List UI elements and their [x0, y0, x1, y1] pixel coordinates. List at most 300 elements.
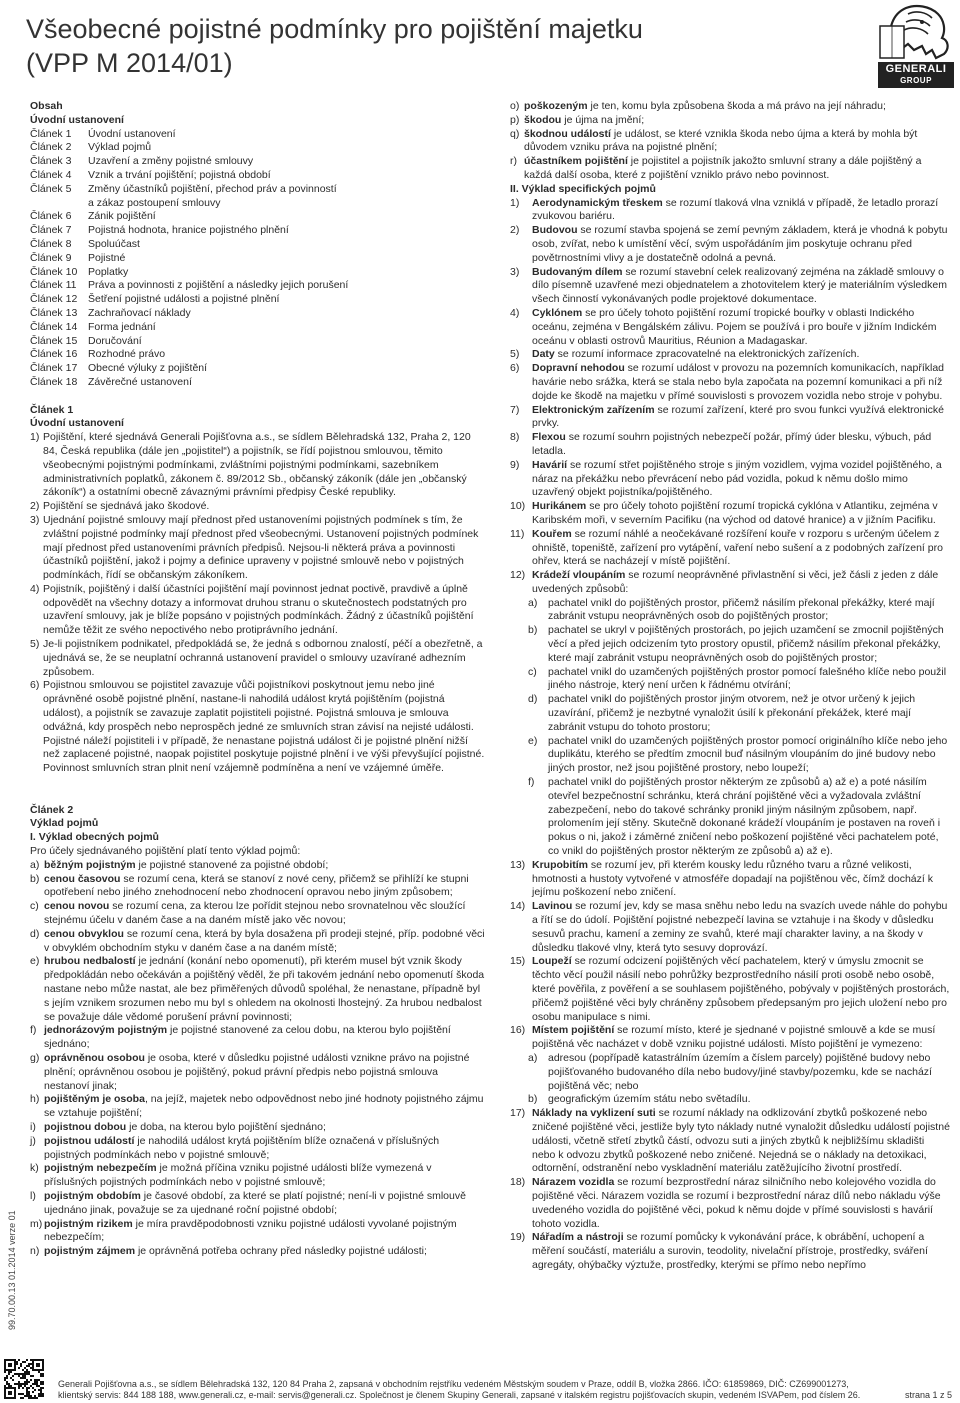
toc-row — [30, 252, 485, 266]
definition-item — [510, 155, 950, 183]
definition-text — [532, 569, 950, 597]
paragraph-text: Pojištění se sjednává jako škodové. — [43, 500, 210, 513]
definition-term: Havárií — [532, 458, 568, 471]
definition-term: Nářadím a nástroji — [532, 1231, 624, 1244]
definition-body: se rozumí informace zpracovatelné na elektronických zařízeních. — [554, 348, 860, 361]
definition-term: hrubou nedbalostí — [44, 955, 136, 968]
article-2-subheading: Výklad pojmů — [30, 817, 99, 830]
subitem-text: pachatel se ukryl v pojištěných prostorách, po jejich uzamčení se zmocnil pojištěných věcí a před jejich odcizením tyto prostory opustil, přičemž násilím překonal překážky, které mají zabránit vstupu neoprávněných osob do pojištěných prostor; — [548, 624, 944, 664]
toc-number: Článek 18 — [30, 375, 78, 388]
definition-item — [510, 100, 950, 114]
definition-letter: l) — [30, 1189, 36, 1202]
definition-text — [532, 859, 950, 900]
title-line-2: (VPP M 2014/01) — [26, 48, 233, 78]
article-1-paragraph — [30, 431, 485, 500]
definition-text — [44, 1121, 485, 1135]
definition-body: se rozumí stavba spojená se zemí pevným základem, která je vhodná k pobytu osob, zvířat, nebo k umístění věcí, svým uspořádáním jim poskytuje ochranu před povětrnostními vlivy a je dostatečně odolná a pevná. — [532, 224, 948, 264]
toc-number: Článek 5 — [30, 182, 72, 195]
definition-number: 15) — [510, 955, 526, 968]
definition-item — [510, 955, 950, 1024]
definition-term: účastníkem pojištění — [524, 155, 628, 168]
definition-body: se pro účely tohoto pojištění rozumí tropická cyklóna v Atlantiku, zejména v Karibském moři, v severním Pacifiku (na východ od datové hranice) a v jižním Pacifiku. — [532, 500, 938, 526]
definition-letter: j) — [30, 1134, 36, 1147]
subitem-letter: a) — [528, 1051, 538, 1064]
toc-title: Pojistné — [88, 251, 126, 264]
definition-term: pojištěným je osoba — [44, 1093, 145, 1106]
definition-text — [532, 362, 950, 403]
definition-body: je pojistné stanovené za pojistné období; — [135, 858, 329, 871]
definition-item — [510, 348, 950, 362]
definition-body: se pro účely tohoto pojištění rozumí tropické bouřky v oblasti Indického oceánu, zejména v Bengálském zálivu. Pojem se používá i pro bouře v jižním Indickém oceánu v oblasti ostrovů Mauritius, Réunion a Madagaskar. — [532, 306, 937, 347]
definition-text — [524, 100, 950, 114]
definition-letter: k) — [30, 1162, 39, 1175]
definition-body: je doba, na kterou bylo pojištění sjednáno; — [126, 1120, 326, 1133]
article-1-heading: Článek 1 — [30, 403, 74, 416]
paragraph-number: 3) — [30, 513, 40, 526]
definition-item — [510, 266, 950, 307]
place-subitem — [510, 1052, 950, 1093]
definition-term: Náklady na vyklizení suti — [532, 1107, 656, 1120]
toc-title: Rozhodné právo — [88, 348, 166, 361]
definition-text — [44, 1190, 485, 1218]
spacer — [30, 790, 485, 804]
toc-row — [30, 210, 485, 224]
toc-title: Spoluúčast — [88, 237, 140, 250]
toc-number: Článek 2 — [30, 141, 72, 154]
toc-row — [30, 307, 485, 321]
definition-term: cenou obvyklou — [44, 927, 124, 940]
toc-number: Článek 15 — [30, 334, 78, 347]
paragraph-text: Pojistník, pojištěný i další účastníci pojištění mají povinnost jednat poctivě, pravdivě a úplně odpovědět na všechny dotazy a informovat druhou stranu o skutečnostech podstatných pro uzavření smlouvy, jak je blíže popsáno v pojistných podmínkách. Žádný z účastníků pojištění nemůže těžit ze svého nepoctivého nebo protiprávního jednání. — [43, 582, 474, 637]
definition-text — [532, 900, 950, 955]
definition-body: se rozumí souhrn pojistných nebezpečí požár, přímý úder blesku, výbuch, pád letadla. — [532, 431, 932, 457]
toc-number: Článek 4 — [30, 168, 72, 181]
lion-icon — [878, 0, 954, 62]
subitem-letter: b) — [528, 624, 538, 637]
definition-letter: m) — [30, 1217, 43, 1230]
title-line-1: Všeobecné pojistné podmínky pro pojištění majetku — [26, 14, 643, 44]
definition-body: se rozumí zařízení, které pro svou funkci využívá elektronické prvky. — [532, 403, 945, 430]
definition-item — [30, 1218, 485, 1246]
definition-text — [532, 528, 950, 569]
definition-body: je ten, komu byla způsobena škoda a má právo na její náhradu; — [587, 100, 886, 112]
theft-subitem — [510, 693, 950, 734]
general-terms-intro: Pro účely sjednávaného pojištění platí tento výklad pojmů: — [30, 845, 301, 858]
definition-text — [532, 1231, 950, 1272]
definition-body: je oprávněná potřeba ochrany před následky pojistné události; — [135, 1245, 427, 1258]
toc-number: Článek 3 — [30, 155, 72, 168]
toc-row — [30, 335, 485, 349]
definition-body: se rozumí střet pojištěného stroje s jiným vozidlem, vyjma vozidel pojištěného, a náraz na překážku nebo převrácení nebo pád vozidla, pokud k němu došlo mimo uzavřený objekt pojistníka/pojištěného. — [532, 458, 942, 499]
subitem-text: pachatel vnikl do pojištěných prostor, přičemž násilím překonal překážky, které mají zabránit vstupu neoprávněných osob do pojištěných prostor; — [548, 596, 935, 623]
definition-term: Nárazem vozidla — [532, 1176, 615, 1189]
definition-body: je pojistitel a pojistník jakožto smluvní strany a dále pojištěný a každá další osoba, které z pojištění vzniklo právo nebo povinnost. — [524, 155, 922, 181]
toc-intro: Úvodní ustanovení — [30, 113, 124, 126]
definition-text — [44, 1218, 485, 1246]
toc-title: Pojistná hodnota, hranice pojistného plnění — [88, 224, 289, 237]
definition-item — [510, 431, 950, 459]
theft-subitem — [510, 597, 950, 625]
definition-body: se rozumí událost v provozu na pozemních komunikacích, například havárie nebo srážka, která se stala nebo byla započata na pozemní komunikaci a při níž dojde ke škodě na majetku v přímé souvislosti s provozem vozidla nebo stroje v pohybu. — [532, 362, 944, 402]
toc-title: Závěrečné ustanovení — [88, 375, 192, 388]
definition-body: je osoba, které v důsledku pojistné události vznikne právo na pojistné plnění; oprávněnou osobou je pojištěný, pokud právní předpis nebo pojistná smlouva nestanoví jinak; — [44, 1051, 470, 1092]
definition-text — [44, 900, 485, 928]
definition-number: 1) — [510, 196, 520, 209]
toc-row — [30, 348, 485, 362]
definition-body: je jednání (konání nebo opomenutí), při kterém musel být vznik škody předpokládán nebo očekáván a pojištěný věděl, že při takovém jednání nebo opomenutí škoda nastane nebo může nastat, ale bez přiměřených důvodů spoléhal, že nenastane, případně byl s jejím vznikem srozumen nebo mu byl s ohledem na okolnosti lhostejný. Za hrubou nedbalost se považuje dále vědomé porušení právní povinnosti; — [44, 955, 485, 1023]
definition-text — [532, 197, 950, 225]
toc-number: Článek 16 — [30, 348, 78, 361]
definition-letter: d) — [30, 927, 40, 940]
definition-text — [524, 155, 950, 183]
definition-letter: n) — [30, 1245, 40, 1258]
toc-row — [30, 141, 485, 155]
toc-title: Uzavření a změny pojistné smlouvy — [88, 155, 254, 168]
general-terms-heading: I. Výklad obecných pojmů — [30, 831, 159, 844]
definition-number: 16) — [510, 1024, 526, 1037]
definition-term: Lavinou — [532, 900, 573, 913]
definition-number: 12) — [510, 569, 526, 582]
article-1-paragraph — [30, 514, 485, 583]
definition-term: Elektronickým zařízením — [532, 403, 655, 416]
definition-item — [30, 928, 485, 956]
definition-text — [532, 1024, 950, 1052]
definition-text — [532, 431, 950, 459]
definition-number: 9) — [510, 458, 520, 471]
definition-term: Daty — [532, 348, 555, 361]
toc-title: Práva a povinnosti z pojištění a následky jejich porušení — [88, 279, 349, 292]
definition-text — [44, 859, 485, 873]
definition-term: Cyklónem — [532, 306, 583, 319]
definition-number: p) — [510, 113, 520, 126]
definition-item — [30, 873, 485, 901]
definition-item — [30, 1024, 485, 1052]
article-1-paragraph — [30, 638, 485, 679]
definition-number: 8) — [510, 431, 520, 444]
definition-text — [44, 955, 485, 1024]
definition-item — [30, 1052, 485, 1093]
definition-item — [30, 1093, 485, 1121]
definition-term: běžným pojistným — [44, 858, 136, 871]
document-code: 99.70.00.13 01.2014 verze 01 — [7, 1210, 17, 1330]
definition-number: r) — [510, 155, 517, 168]
definition-number: 19) — [510, 1231, 526, 1244]
definition-number: 3) — [510, 265, 520, 278]
definition-number: 17) — [510, 1107, 526, 1120]
paragraph-number: 1) — [30, 431, 40, 444]
toc-title: Změny účastníků pojištění, přechod práv a povinností — [88, 182, 337, 195]
definition-body: je míra pravděpodobnosti vzniku pojistné události vyvolané pojistným nebezpečím; — [44, 1217, 457, 1244]
footer-line-1: Generali Pojišťovna a.s., se sídlem Bělehradská 132, 120 84 Praha 2, zapsaná v obchodním rejstříku vedeném Městským soudem v Praze, oddíl B, vložka 2866. IČO: 61859869, DIČ: CZ699001273, — [58, 1379, 849, 1389]
toc-title: Forma jednání — [88, 320, 156, 333]
definition-item — [510, 362, 950, 403]
definition-term: pojistnou dobou — [44, 1120, 127, 1133]
definition-body: se rozumí jev, kdy se masa sněhu nebo ledu na svazích uvede náhle do pohybu a řítí se do údolí. Pojištění pojistné nebezpečí lavina se vztahuje i na škody v důsledku sesuvů prachu, kamení a zeminy ze svahů, které mají charakter laviny, a na škody v důsledku tlakové vlny, která tyto sesuvy doprovází. — [532, 900, 948, 954]
definition-term: Krádeží vloupáním — [532, 569, 626, 582]
definition-number: 18) — [510, 1176, 526, 1189]
definition-item — [30, 1135, 485, 1163]
toc-number: Článek 12 — [30, 293, 78, 306]
toc-number: Článek 9 — [30, 251, 72, 264]
definition-body: je újma na jmění; — [561, 113, 645, 126]
subitem-letter: e) — [528, 734, 538, 747]
toc-row — [30, 169, 485, 183]
toc-title: Šetření pojistné události a pojistné plnění — [88, 293, 280, 306]
definition-number: 11) — [510, 527, 525, 540]
definition-term: Dopravní nehodou — [532, 362, 625, 375]
toc-row — [30, 197, 485, 211]
definition-body: je nahodilá událost krytá pojištěním blíže označená v příslušných pojistných podmínkách nebo v pojistné smlouvě; — [44, 1134, 440, 1161]
subitem-letter: c) — [528, 665, 537, 678]
subitem-text: adresou (popřípadě katastrálním územím a číslem parcely) pojištěné budovy nebo pojišťovaného budovaného díla nebo budovy/jiné stavby/pozemku, kde se nachází pojištěná věc; nebo — [548, 1051, 932, 1092]
toc-title: Zánik pojištění — [88, 210, 156, 223]
paragraph-text: Pojistnou smlouvou se pojistitel zavazuje vůči pojistníkovi poskytnout jemu nebo jiné oprávněné osobě pojistné plnění, nastane-li nahodilá událost krytá pojištěním (pojistná událost), a pojistník se zavazuje zaplatit pojistiteli pojistné. Pojistná smlouva je smlouva odvážná, kdy prospěch nebo neprospěch jedné ze smluvních stran závisí na nejisté události. Pojistné náleží pojistiteli i v případě, že nenastane pojistná událost či je pojistné plnění nižší než zaplacené pojistné, naopak pojistitel poskytuje pojistné plnění i ve výši převyšující pojistné. Povinnost smluvních stran plnit není vzájemně podmíněna a není ve vzájemné úměře. — [43, 679, 485, 775]
definition-body: se rozumí tlaková vlna vzniklá v případě, že letadlo prorazí zvukovou bariéru. — [532, 196, 939, 223]
toc-row — [30, 321, 485, 335]
definition-text — [44, 1024, 485, 1052]
toc-row — [30, 224, 485, 238]
subitem-text: pachatel vnikl do pojištěných prostor některým ze způsobů a) až e) a poté násilím otevřel bezpečnostní schránku, která chrání pojištěné věci a vyžadovala zvláštní zabezpečení, nebo do takové schránky pronikl jiným násilným způsobem, např. prolomením její stěny. Skutečně dokonané krádeží vloupáním je postaven na roveň i pokus o ni, jakož i záměrné zničení nebo poškození pojištěné věci pachatelem poté, co vnikl do pojištěných prostor některým ze způsobů a) až e). — [548, 776, 941, 858]
definition-term: pojistným zájmem — [44, 1245, 136, 1258]
definition-term: Budovou — [532, 224, 578, 237]
definition-item — [510, 528, 950, 569]
toc-number: Článek 1 — [30, 127, 72, 140]
toc-number: Článek 7 — [30, 224, 72, 237]
definition-item — [510, 1176, 950, 1231]
definition-text — [532, 955, 950, 1024]
toc-title: Vznik a trvání pojištění; pojistná období — [88, 168, 271, 181]
definition-text — [44, 1052, 485, 1093]
paragraph-number: 5) — [30, 638, 40, 651]
definition-text — [532, 459, 950, 500]
definition-text — [532, 500, 950, 528]
definition-letter: i) — [30, 1120, 36, 1133]
toc-number: Článek 10 — [30, 265, 78, 278]
toc-title: Obecné výluky z pojištění — [88, 362, 208, 375]
definition-number: 5) — [510, 348, 520, 361]
definition-term: oprávněnou osobou — [44, 1051, 145, 1064]
paragraph-text: Pojištění, které sjednává Generali Pojišťovna a.s., se sídlem Bělehradská 132, Praha 2, 120 84, Česká republika (dále jen „pojistitel“) a pojistník, se řídí pojistnou smlouvou, těmito všeobecnými pojistnými podmínkami, zvláštními pojistnými podmínkami, sazebníkem administrativních poplatků, zákonem č. 89/2012 Sb., občanský zákoník (dále jen „občanský zákoník“) a ostatními obecně závaznými právními předpisy České republiky. — [43, 431, 471, 499]
definition-body: je možná příčina vzniku pojistné události blíže vymezená v příslušných pojistných podmínkách nebo v pojistné smlouvě; — [44, 1162, 432, 1189]
subitem-text: geografickým územím státu nebo světadílu. — [548, 1093, 751, 1106]
toc-title: a zákaz postoupení smlouvy — [88, 196, 221, 209]
generali-logo — [878, 0, 954, 95]
definition-item — [510, 569, 950, 597]
article-2-heading: Článek 2 — [30, 803, 74, 816]
paragraph-number: 6) — [30, 679, 40, 692]
footer-line-2: klientský servis: 844 188 188, www.generali.cz, e-mail: servis@generali.cz. Společnost je členem Skupiny Generali, zapsané v italském registru pojišťovacích skupin, vedeném ISVAPem, pod číslem 26. — [58, 1390, 861, 1400]
definition-text — [44, 1245, 485, 1259]
definition-term: cenou novou — [44, 900, 110, 913]
page-number: strana 1 z 5 — [904, 1390, 952, 1400]
definition-term: škodou — [524, 113, 562, 126]
definition-letter: c) — [30, 900, 39, 913]
definition-term: škodnou událostí — [524, 127, 611, 140]
definition-term: Flexou — [532, 431, 566, 444]
toc-number: Článek 11 — [30, 279, 77, 292]
toc-row — [30, 293, 485, 307]
definition-body: se rozumí stavební celek realizovaný zejména na základě smlouvy o dílo písemně uzavřené mezi objednatelem a zhotovitelem který je materiálním výsledkem všech činností vykonávaných podle projektové dokumentace. — [532, 265, 947, 306]
definition-item — [510, 404, 950, 432]
definition-letter: f) — [30, 1024, 37, 1037]
spacer — [30, 390, 485, 404]
definition-term: pojistnou událostí — [44, 1134, 135, 1147]
toc-number: Článek 17 — [30, 362, 78, 375]
definition-body: se rozumí náklady na odklizování zbytků poškozené nebo zničené pojištěné věci, jestliže byly tyto náklady nutné vynaložit důsledku událostí pojistné události, včetně střetí zbytků částí, odvozu suti a jiných zbytků k nejbližšímu skladišti nebo k odvozu zbytků poškozené nebo zničené. Nejedná se o náklady na detoxikaci, odtornění, odstranění nebo vyskladnění materiálu zatěžujícího životní prostředí. — [532, 1107, 950, 1175]
spacer — [30, 776, 485, 790]
definition-term: Místem pojištění — [532, 1024, 615, 1037]
definition-item — [510, 1231, 950, 1272]
toc-row — [30, 238, 485, 252]
definition-text — [532, 224, 950, 265]
toc-number: Článek 8 — [30, 237, 72, 250]
article-1-paragraph — [30, 500, 485, 514]
toc-number: Článek 14 — [30, 320, 78, 333]
qr-code-icon — [4, 1359, 44, 1399]
definition-body: je pojistné stanovené za celou dobu, na kterou bylo pojištění sjednáno; — [44, 1024, 451, 1051]
definition-item — [510, 224, 950, 265]
definition-item — [510, 307, 950, 348]
definition-number: 7) — [510, 403, 520, 416]
definition-number: o) — [510, 100, 520, 112]
definition-text — [524, 114, 950, 128]
toc-heading: Obsah — [30, 100, 63, 112]
paragraph-number: 4) — [30, 582, 40, 595]
definition-item — [510, 900, 950, 955]
theft-subitem — [510, 776, 950, 859]
definition-term: Hurikánem — [532, 500, 587, 513]
subitem-letter: b) — [528, 1093, 538, 1106]
definition-term: jednorázovým pojistným — [44, 1024, 168, 1037]
definition-number: 2) — [510, 224, 520, 237]
subitem-text: pachatel vnikl do uzamčených pojištěných prostor pomocí falešného klíče nebo použil jiného nástroje, který není určen k řádnému otvírání; — [548, 665, 947, 692]
logo-wordmark: GENERALI GROUP — [878, 62, 954, 88]
definition-number: 13) — [510, 858, 526, 871]
toc-number — [30, 197, 88, 211]
place-subitem — [510, 1093, 950, 1107]
definition-text — [532, 1107, 950, 1176]
definition-letter: a) — [30, 858, 40, 871]
page-title — [26, 12, 643, 80]
definition-item — [510, 859, 950, 900]
subitem-letter: a) — [528, 596, 538, 609]
definition-term: pojistným nebezpečím — [44, 1162, 157, 1175]
toc-row — [30, 362, 485, 376]
paragraph-number: 2) — [30, 500, 40, 513]
definition-term: Krupobitím — [532, 858, 588, 871]
right-column — [510, 100, 950, 1273]
definition-text — [532, 307, 950, 348]
definition-letter: g) — [30, 1051, 40, 1064]
toc-row — [30, 279, 485, 293]
definition-item — [30, 900, 485, 928]
definition-letter: h) — [30, 1093, 40, 1106]
theft-subitem — [510, 624, 950, 665]
definition-body: se rozumí odcizení pojištěných věcí pachatelem, který v úmyslu zmocnit se těchto věcí použil násilí nebo pohrůžky bezprostředního násilí proti osobě nebo osobě, které pověřila, z pověření a se souhlasem pojištěného, pobývaly v pojištěných prostorách, přičemž pojištěné věci byly chráněny způsobem předepsaným pro jejich uložení nebo pro osobu manipulace s nimi. — [532, 955, 950, 1023]
definition-item — [30, 955, 485, 1024]
subitem-text: pachatel vnikl do uzamčených pojištěných prostor pomocí originálního klíče nebo jeho duplikátu, kterého se předtím zmocnil buď násilným vloupáním do jiné budovy nebo jiných prostor, než jsou pojištěné prostory, nebo loupeží; — [548, 734, 948, 775]
definition-term: pojistným rizikem — [44, 1217, 133, 1230]
definition-body: se rozumí náhlé a neočekávané rozšíření kouře v rozporu s určeným účelem z ohniště, topeniště, zařízení pro vytápění, vaření nebo sušení a z podobných zařízení pro ohřev, která se nacházejí v místě pojištění. — [532, 527, 943, 568]
definition-item — [510, 500, 950, 528]
toc-row — [30, 266, 485, 280]
definition-term: Kouřem — [532, 527, 572, 540]
definition-item — [30, 1121, 485, 1135]
article-1-paragraph — [30, 679, 485, 776]
definition-body: se rozumí pomůcky k vykonávání práce, k obrábění, uchopení a měření součástí, materiálu a surovin, teodolity, nivelační přístroje, prostředky, sváření agregáty, ohýbačky výztuže, prostředky, kterými se přímo nebo nepřímo — [532, 1231, 928, 1271]
toc-row — [30, 128, 485, 142]
definition-letter: e) — [30, 955, 40, 968]
definition-text — [532, 404, 950, 432]
definition-number: q) — [510, 127, 520, 140]
toc-title: Výklad pojmů — [88, 141, 152, 154]
article-1-paragraph — [30, 583, 485, 638]
definition-text — [532, 348, 950, 362]
definition-number: 4) — [510, 306, 520, 319]
subitem-text: pachatel vnikl do pojištěných prostor jiným otvorem, než je otvor určený k jejich uzavírání, přičemž je nezbytné vynaložit úsilí k překonání překážek, které mají zabránit vstupu do tohoto prostoru; — [548, 693, 916, 733]
definition-item — [510, 128, 950, 156]
definition-number: 14) — [510, 900, 526, 913]
definition-body: se rozumí cena, která se stanoví z nové ceny, přičemž se přihlíží ke stupni opotřebení nebo jiného znehodnocení nebo zhodnocení opravou nebo jiným způsobem; — [44, 872, 469, 899]
toc-row — [30, 183, 485, 197]
definition-body: je událost, se které vznikla škoda nebo újma a která by mohla být důvodem vzniku práva na pojistné plnění; — [524, 127, 918, 154]
footer — [58, 1379, 958, 1401]
definition-item — [30, 1162, 485, 1190]
toc-number: Článek 6 — [30, 210, 72, 223]
definition-body: se rozumí bezprostřední náraz silničního nebo kolejového vozidla do pojištěné věci. Nárazem vozidla se rozumí i bezprostřední náraz dílů nebo nákladu výše uvedeného vozidla do pojištěné věci, pokud k němu dojde v přímé souvislosti s havárií tohoto vozidla. — [532, 1176, 941, 1230]
toc-title: Poplatky — [88, 265, 129, 278]
definition-item — [510, 459, 950, 500]
definition-body: se rozumí cena, za kterou lze pořídit stejnou nebo srovnatelnou věc sloužící stejnému účelu v daném čase a na daném místě jako věc novou; — [44, 900, 466, 927]
definition-text — [44, 928, 485, 956]
definition-body: je časové období, za které se platí pojistné; není-li v pojistné smlouvě ujednáno jinak, považuje se za ujednané roční pojistné období; — [44, 1189, 466, 1216]
definition-text — [44, 1093, 485, 1121]
definition-body: se rozumí neoprávněné přivlastnění si věci, jež čásli z jeden z dále uvedených způsobů: — [532, 569, 939, 595]
definition-letter: b) — [30, 872, 40, 885]
definition-text — [44, 873, 485, 901]
definition-term: Loupeží — [532, 955, 572, 968]
definition-text — [532, 1176, 950, 1231]
definition-item — [30, 859, 485, 873]
definition-item — [510, 197, 950, 225]
definition-term: poškozeným — [524, 100, 588, 112]
definition-term: cenou časovou — [44, 872, 121, 885]
definition-body: se rozumí cena, která by byla dosažena při prodeji stejné, příp. podobné věci v obvyklém obchodním styku v daném čase a na daném místě; — [44, 927, 485, 954]
definition-term: pojistným obdobím — [44, 1189, 141, 1202]
definition-item — [30, 1190, 485, 1218]
definition-body: , na jejíž, majetek nebo odpovědnost nebo jiné hodnoty pojistného zájmu se vztahuje pojištění; — [44, 1093, 484, 1120]
definition-term: Aerodynamickým třeskem — [532, 196, 663, 209]
theft-subitem — [510, 666, 950, 694]
definition-text — [44, 1162, 485, 1190]
definition-item — [510, 114, 950, 128]
definition-term: Budovaným dílem — [532, 265, 623, 278]
definition-text — [524, 128, 950, 156]
toc-title: Doručování — [88, 334, 142, 347]
paragraph-text: Ujednání pojistné smlouvy mají přednost před ustanoveními pojistných podmínek s tím, že zvláštní pojistné podmínky mají přednost před všeobecnými. Ustanovení pojistných podmínek mají přednost před ustanoveními právních předpisů. Nejsou-li některá práva a povinnosti účastníků pojištění, jakož i pojmy a definice upraveny v pojistné smlouvě nebo v pojistných podmínkách, řídí se občanským zákoníkem. — [43, 513, 479, 582]
theft-subitem — [510, 735, 950, 776]
definition-item — [510, 1107, 950, 1176]
definition-number: 6) — [510, 362, 520, 375]
left-column — [30, 100, 485, 1259]
definition-number: 10) — [510, 500, 526, 513]
toc-title: Zachraňovací náklady — [88, 306, 191, 319]
subitem-letter: d) — [528, 693, 538, 706]
definition-item — [30, 1245, 485, 1259]
subitem-letter: f) — [528, 776, 535, 789]
toc-number: Článek 13 — [30, 306, 78, 319]
definition-text — [44, 1135, 485, 1163]
